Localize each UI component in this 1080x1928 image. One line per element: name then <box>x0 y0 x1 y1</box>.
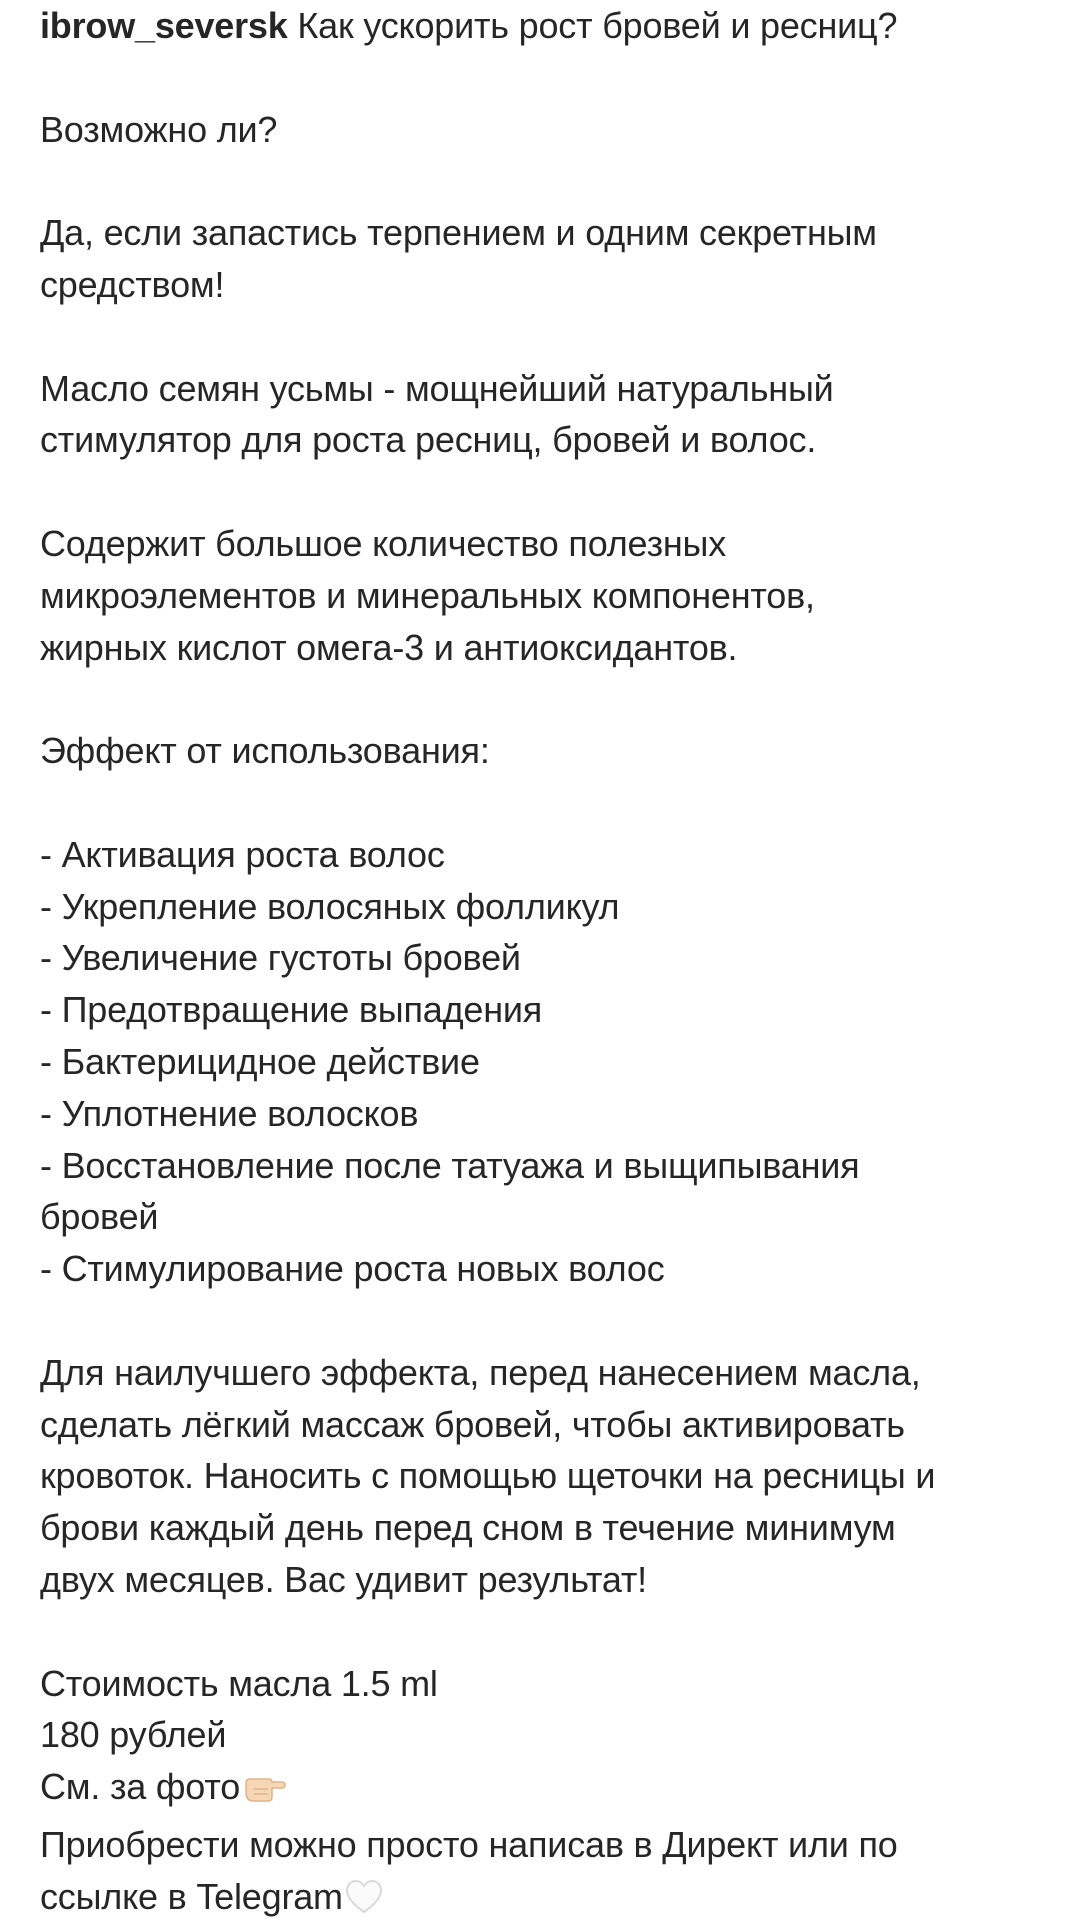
caption-oil-intro-line: Масло семян усьмы - мощнейший натуральный <box>40 367 834 409</box>
white-heart-icon <box>345 1877 383 1928</box>
spacer <box>40 1606 1050 1658</box>
caption-question: Возможно ли? <box>40 108 278 150</box>
spacer <box>40 777 1050 829</box>
caption-instructions-line: кровоток. Наносить с помощью щеточки на ресницы и <box>40 1455 936 1497</box>
caption-contents-line: жирных кислот омега-3 и антиоксидантов. <box>40 626 738 668</box>
effect-list-item: - Укрепление волосяных фолликул <box>40 885 620 927</box>
effect-list-item: - Увеличение густоты бровей <box>40 937 521 979</box>
spacer <box>40 311 1050 363</box>
effect-list-item: - Предотвращение выпадения <box>40 989 543 1031</box>
caption-effect-heading: Эффект от использования: <box>40 730 490 772</box>
effect-list-item: бровей <box>40 1196 159 1238</box>
caption-instructions-line: брови каждый день перед сном в течение минимум <box>40 1507 896 1549</box>
spacer <box>40 673 1050 725</box>
caption-answer-line: средством! <box>40 263 225 305</box>
caption-see-photo: См. за фото <box>40 1766 241 1808</box>
caption-oil-intro-line: стимулятор для роста ресниц, бровей и волос. <box>40 419 817 461</box>
spacer <box>40 1295 1050 1347</box>
pointing-hand-icon <box>242 1767 286 1819</box>
caption-title: Как ускорить рост бровей и ресниц? <box>297 5 898 46</box>
effect-list-item: - Уплотнение волосков <box>40 1092 419 1134</box>
username-link[interactable]: ibrow_seversk <box>40 5 288 46</box>
caption-instructions-line: двух месяцев. Вас удивит результат! <box>40 1558 647 1600</box>
caption-see-photo-line <box>40 1761 1050 1819</box>
caption-purchase-text: ссылке в Telegram <box>40 1875 343 1917</box>
caption-answer-line: Да, если запастись терпением и одним секретным <box>40 212 877 254</box>
effect-list-item: - Восстановление после татуажа и выщипывания <box>40 1144 860 1186</box>
caption-price-label: Стоимость масла 1.5 ml <box>40 1662 438 1704</box>
spacer <box>40 52 1050 104</box>
caption-title-line <box>40 0 1050 52</box>
effect-list-item: - Стимулирование роста новых волос <box>40 1248 665 1290</box>
spacer <box>40 466 1050 518</box>
caption-instructions-line: Для наилучшего эффекта, перед нанесением масла, <box>40 1351 921 1393</box>
effect-list-item: - Активация роста волос <box>40 833 445 875</box>
caption-contents-line: Содержит большое количество полезных <box>40 522 727 564</box>
caption-purchase-line: Приобрести можно просто написав в Директ или по <box>40 1823 898 1865</box>
caption-contents-line: микроэлементов и минеральных компонентов, <box>40 574 815 616</box>
caption-price-value: 180 рублей <box>40 1714 227 1756</box>
post-caption <box>40 0 1050 1928</box>
caption-instructions-line: сделать лёгкий массаж бровей, чтобы активировать <box>40 1403 905 1445</box>
caption-purchase-line-2 <box>40 1871 1050 1928</box>
spacer <box>40 155 1050 207</box>
effect-list-item: - Бактерицидное действие <box>40 1040 480 1082</box>
